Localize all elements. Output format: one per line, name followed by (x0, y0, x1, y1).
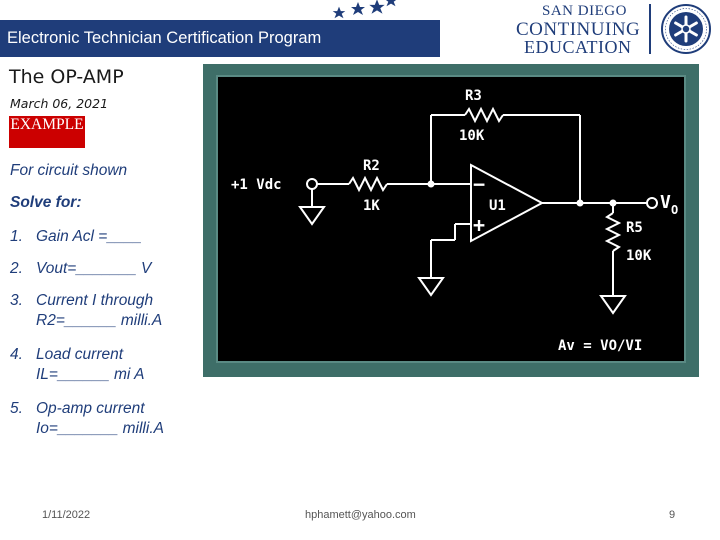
footer-email: hphamett@yahoo.com (305, 509, 416, 521)
question-number: 1. (10, 228, 23, 245)
logo-line-3: EDUCATION (524, 37, 632, 57)
inverting-input-sign: − (473, 172, 486, 196)
question-text: Vout=_______ V (36, 260, 152, 277)
r3-label: R3 (465, 88, 482, 104)
stars-icon (330, 0, 410, 24)
slide-header (0, 0, 720, 57)
question-text: Op-amp current (36, 400, 145, 417)
slide-title: The OP-AMP (9, 66, 124, 88)
opamp-circuit-diagram (203, 64, 699, 377)
question-text: Load current (36, 346, 124, 363)
r3-value: 10K (459, 128, 485, 144)
district-seal-icon (660, 3, 712, 55)
output-label: V (660, 192, 671, 213)
question-number: 5. (10, 400, 23, 417)
question-text-cont: IL=______ mi A (36, 366, 145, 383)
logo-divider (649, 4, 651, 54)
r5-label: R5 (626, 220, 643, 236)
footer-date: 1/11/2022 (42, 509, 91, 521)
question-text-cont: R2=______ milli.A (36, 312, 163, 329)
output-label-subscript: O (671, 203, 679, 217)
input-voltage-label: +1 Vdc (231, 177, 282, 193)
r2-label: R2 (363, 158, 380, 174)
sdce-logo (508, 3, 720, 55)
opamp-label: U1 (489, 198, 506, 214)
question-text: Current I through (36, 292, 154, 309)
noninverting-input-sign: + (473, 213, 486, 237)
question-text: Gain Acl =____ (36, 228, 142, 245)
question-text-cont: Io=_______ milli.A (36, 420, 164, 437)
r2-value: 1K (363, 198, 380, 214)
question-number: 2. (10, 260, 23, 277)
intro-text: For circuit shown (10, 162, 128, 179)
page-number: 9 (669, 509, 676, 521)
r5-value: 10K (626, 248, 652, 264)
question-number: 4. (10, 346, 23, 363)
logo-line-1: SAN DIEGO (542, 3, 627, 19)
logo-line-2: CONTINUING (516, 19, 641, 40)
slide-date: March 06, 2021 (10, 96, 109, 111)
example-label: EXAMPLE (10, 116, 84, 133)
solve-for-heading: Solve for: (10, 194, 82, 211)
example-badge (9, 116, 85, 148)
header-title: Electronic Technician Certification Program (7, 29, 322, 47)
gain-formula: Av = VO/VI (558, 338, 643, 354)
circuit-canvas (217, 76, 685, 362)
question-number: 3. (10, 292, 23, 309)
